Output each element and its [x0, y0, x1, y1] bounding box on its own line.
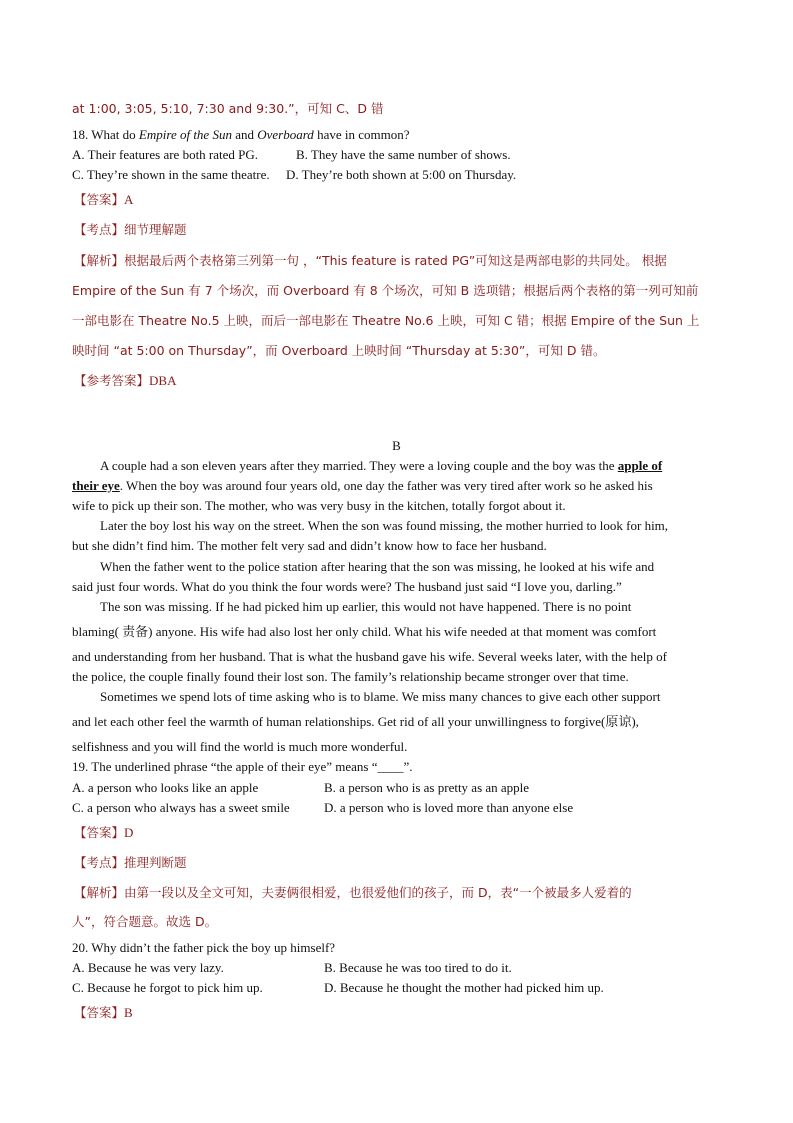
- q19-explanation-line-2: 人”，符合题意。故选 D。: [72, 914, 218, 929]
- kd-value: 推理判断题: [124, 855, 187, 870]
- q19-option-d: D. a person who is loved more than anyone else: [324, 800, 574, 815]
- q19-explanation-line-1: [74, 885, 724, 901]
- passage-p4-line-3: and understanding from her husband. That is what the husband gave his wife. Several weeks later, with the help of: [72, 649, 667, 664]
- q18-option-d: D. They’re both shown at 5:00 on Thursday.: [286, 167, 517, 182]
- q19-option-b: B. a person who is as pretty as an apple: [324, 780, 530, 795]
- q20-option-b: B. Because he was too tired to do it.: [324, 960, 512, 975]
- passage-p2-line-2: but she didn’t find him. The mother felt very sad and didn’t know how to face her husband.: [72, 538, 547, 553]
- answer-tag: 【答案】: [74, 192, 125, 207]
- q19-answer: [74, 825, 724, 841]
- ref-tag: 【参考答案】: [74, 373, 150, 388]
- q18-option-a: A. Their features are both rated PG.: [72, 147, 259, 162]
- q19-knowledge-point: [74, 855, 724, 871]
- q18-reference-answer: [74, 373, 724, 389]
- q18-option-b: B. They have the same number of shows.: [296, 147, 511, 162]
- q18-explanation-line-4: 映时间 “at 5:00 on Thursday”，而 Overboard 上映时间 “Thursday at 5:30”，可知 D 错。: [72, 343, 606, 358]
- passage-p5-line-2: and let each other feel the warmth of human relationships. Get rid of all your unwillingness to forgive(原谅),: [72, 714, 639, 729]
- jx-tag: 【解析】: [74, 253, 125, 268]
- jx-text: 由第一段以及全文可知，夫妻俩很相爱，也很爱他们的孩子，而 D，表“一个被最多人爱着的: [124, 885, 632, 900]
- passage-p5-line-1: Sometimes we spend lots of time asking who is to blame. We miss many chances to give each other support: [100, 689, 661, 704]
- q20-option-c: C. Because he forgot to pick him up.: [72, 980, 263, 995]
- q18-explanation-line-3: 一部电影在 Theatre No.5 上映，而后一部电影在 Theatre No.6 上映，可知 C 错；根据 Empire of the Sun 上: [72, 313, 700, 328]
- question-19-stem: 19. The underlined phrase “the apple of their eye” means “____”.: [72, 759, 413, 774]
- answer-tag: 【答案】: [74, 825, 125, 840]
- passage-p4-line-1: The son was missing. If he had picked him up earlier, this would not have happened. There is no point: [100, 599, 632, 614]
- question-20-stem: 20. Why didn’t the father pick the boy up himself?: [72, 940, 336, 955]
- q20-answer: [74, 1005, 724, 1021]
- ref-value: DBA: [149, 373, 177, 388]
- passage-p1-line-3: wife to pick up their son. The mother, who was very busy in the kitchen, totally forgot about it.: [72, 498, 566, 513]
- passage-p1-line-2: [72, 478, 722, 494]
- kd-tag: 【考点】: [74, 222, 125, 237]
- kd-tag: 【考点】: [74, 855, 125, 870]
- answer-value: A: [124, 192, 134, 207]
- q20-option-a: A. Because he was very lazy.: [72, 960, 224, 975]
- underlined-phrase-part-2: their eye: [72, 478, 120, 493]
- q18-title-2: Overboard: [257, 127, 314, 142]
- q20-option-d: D. Because he thought the mother had picked him up.: [324, 980, 604, 995]
- underlined-phrase-part-1: apple of: [617, 458, 663, 473]
- q18-stem-post: have in common?: [313, 127, 410, 142]
- answer-value: D: [124, 825, 134, 840]
- question-18-stem: [72, 127, 722, 143]
- p1-text: A couple had a son eleven years after they married. They were a loving couple and the boy was the: [100, 458, 618, 473]
- answer-value: B: [124, 1005, 133, 1020]
- passage-letter: B: [392, 438, 401, 453]
- q19-option-c: C. a person who always has a sweet smile: [72, 800, 290, 815]
- jx-text: 根据最后两个表格第三列第一句 ，“This feature is rated PG”可知这是两部电影的共同处。 根据: [124, 253, 667, 268]
- passage-p1-line-1: [100, 458, 722, 474]
- q18-knowledge-point: [74, 222, 724, 238]
- explanation-continuation: at 1:00, 3:05, 5:10, 7:30 and 9:30.”，可知 C、D 错: [72, 101, 384, 116]
- q18-stem-mid: and: [231, 127, 258, 142]
- passage-p4-line-4: the police, the couple finally found their lost son. The family’s relationship became stronger over that time.: [72, 669, 629, 684]
- q18-title-1: Empire of the Sun: [138, 127, 232, 142]
- q19-option-a: A. a person who looks like an apple: [72, 780, 259, 795]
- passage-p2-line-1: Later the boy lost his way on the street. When the son was found missing, the mother hurried to look for him,: [100, 518, 669, 533]
- q18-stem-pre: 18. What do: [72, 127, 139, 142]
- q18-option-c: C. They’re shown in the same theatre.: [72, 167, 270, 182]
- q18-answer: [74, 192, 724, 208]
- passage-p5-line-3: selfishness and you will find the world is much more wonderful.: [72, 739, 408, 754]
- passage-p3-line-1: When the father went to the police station after hearing that the son was missing, he looked at his wife and: [100, 559, 655, 574]
- p1-text: . When the boy was around four years old, one day the father was very tired after work so he asked his: [119, 478, 653, 493]
- q18-explanation-line-2: Empire of the Sun 有 7 个场次，而 Overboard 有 8 个场次，可知 B 选项错；根据后两个表格的第一列可知前: [72, 283, 699, 298]
- answer-tag: 【答案】: [74, 1005, 125, 1020]
- passage-p3-line-2: said just four words. What do you think the four words were? The husband just said “I love you, darling.”: [72, 579, 622, 594]
- passage-p4-line-2: blaming( 责备) anyone. His wife had also lost her only child. What his wife needed at that moment was comfort: [72, 624, 657, 639]
- q18-explanation-line-1: [74, 253, 724, 269]
- kd-value: 细节理解题: [124, 222, 187, 237]
- jx-tag: 【解析】: [74, 885, 125, 900]
